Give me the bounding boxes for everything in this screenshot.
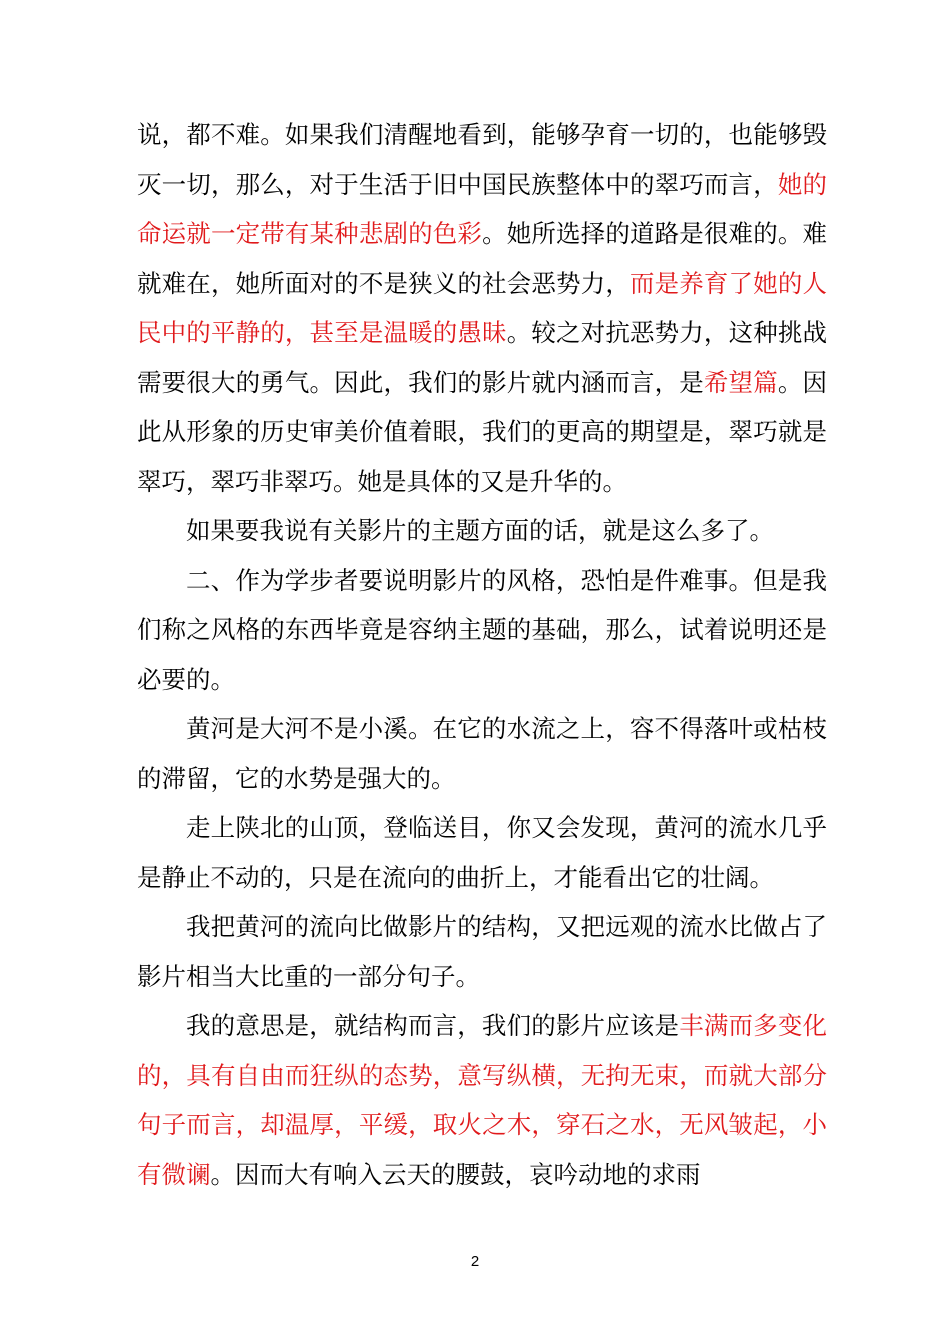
highlighted-text: 希望篇 xyxy=(703,367,778,397)
paragraph-3 xyxy=(137,556,827,705)
page-number: 2 xyxy=(470,1253,480,1270)
text-segment: 。因而大有响入云天的腰鼓，哀吟动地的求雨 xyxy=(210,1159,701,1189)
paragraph-1 xyxy=(137,110,827,506)
text-segment: 我的意思是，就结构而言，我们的影片应该是 xyxy=(186,1011,680,1040)
text-segment: 如果要我说有关影片的主题方面的话，就是这么多了。 xyxy=(186,516,774,545)
paragraph-2 xyxy=(137,506,827,556)
paragraph-6 xyxy=(137,902,827,1001)
text-segment: 我把黄河的流向比做影片的结构，又把远观的流水比做占了影片相当大比重的一部分句子。 xyxy=(137,912,827,991)
text-segment: 。较之对抗恶势力，这种挑战需要很大的勇气。因此，我们的影片就内涵而言，是 xyxy=(137,318,828,397)
paragraph-5 xyxy=(137,803,827,902)
highlighted-text: 她的命运就一定带有某种悲剧的色彩 xyxy=(137,169,828,248)
text-segment: 。因此从形象的历史审美价值着眼，我们的更高的期望是，翠巧就是翠巧，翠巧非翠巧。她是具体的又是升华的。 xyxy=(137,367,828,496)
text-segment: 。她所选择的道路是很难的。难就难在，她所面对的不是狭义的社会恶势力， xyxy=(137,219,828,298)
text-segment: 说，都不难。如果我们清醒地看到，能够孕育一切的，也能够毁灭一切，那么，对于生活于旧中国民族整体中的翠巧而言， xyxy=(137,120,827,199)
paragraph-4 xyxy=(137,704,827,803)
text-segment: 二、作为学步者要说明影片的风格，恐怕是件难事。但是我们称之风格的东西毕竟是容纳主题的基础，那么，试着说明还是必要的。 xyxy=(137,565,827,694)
document-body xyxy=(137,110,827,1199)
paragraph-7 xyxy=(137,1001,827,1199)
highlighted-text: 丰满而多变化的，具有自由而狂纵的态势，意写纵横，无拘无束，而就大部分句子而言，却温厚，平缓，取火之木，穿石之水，无风皱起，小有微谰 xyxy=(137,1011,828,1189)
text-segment: 黄河是大河不是小溪。在它的水流之上，容不得落叶或枯枝的滞留，它的水势是强大的。 xyxy=(137,714,827,793)
highlighted-text: 而是养育了她的人民中的平静的，甚至是温暖的愚昧 xyxy=(137,268,828,347)
text-segment: 走上陕北的山顶，登临送目，你又会发现，黄河的流水几乎是静止不动的，只是在流向的曲折上，才能看出它的壮阔。 xyxy=(137,813,827,892)
